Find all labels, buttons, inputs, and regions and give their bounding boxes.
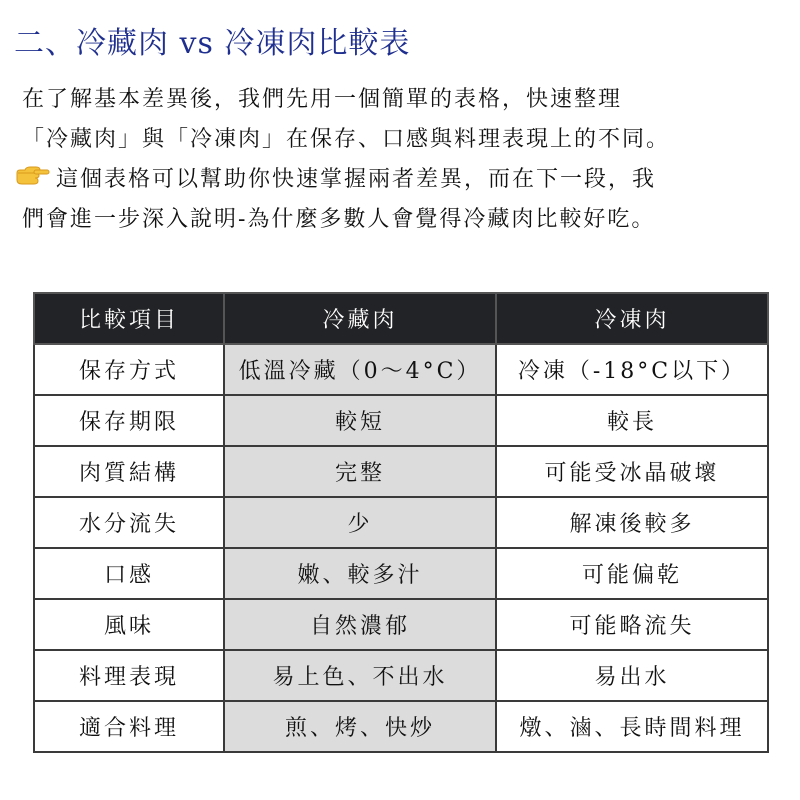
table-row	[34, 395, 768, 446]
column-header-chilled: 冷藏肉	[224, 293, 496, 344]
table-row	[34, 344, 768, 395]
row-label: 保存期限	[34, 395, 224, 446]
intro-line: 們會進一步深入說明-為什麼多數人會覺得冷藏肉比較好吃。	[22, 207, 656, 232]
frozen-cell: 可能偏乾	[496, 548, 768, 599]
chilled-cell: 完整	[224, 446, 496, 497]
frozen-cell: 燉、滷、長時間料理	[496, 701, 768, 752]
table-header-row	[34, 293, 768, 344]
chilled-cell: 自然濃郁	[224, 599, 496, 650]
table-row	[34, 446, 768, 497]
column-header-item: 比較項目	[34, 293, 224, 344]
intro-line: 在了解基本差異後，我們先用一個簡單的表格，快速整理	[22, 87, 623, 112]
table-row	[34, 497, 768, 548]
intro-line-text: 這個表格可以幫助你快速掌握兩者差異，而在下一段，我	[56, 167, 657, 192]
row-label: 肉質結構	[34, 446, 224, 497]
row-label: 料理表現	[34, 650, 224, 701]
intro-line-with-icon	[22, 160, 792, 200]
column-header-frozen: 冷凍肉	[496, 293, 768, 344]
section-heading: 二、冷藏肉 vs 冷凍肉比較表	[14, 26, 411, 61]
row-label: 保存方式	[34, 344, 224, 395]
table-row	[34, 701, 768, 752]
chilled-cell: 低溫冷藏（0〜4°C）	[224, 344, 496, 395]
frozen-cell: 冷凍（-18°C以下）	[496, 344, 768, 395]
comparison-table	[33, 292, 769, 753]
chilled-cell: 較短	[224, 395, 496, 446]
chilled-cell: 易上色、不出水	[224, 650, 496, 701]
frozen-cell: 可能受冰晶破壞	[496, 446, 768, 497]
frozen-cell: 易出水	[496, 650, 768, 701]
frozen-cell: 較長	[496, 395, 768, 446]
row-label: 適合料理	[34, 701, 224, 752]
row-label: 口感	[34, 548, 224, 599]
chilled-cell: 煎、烤、快炒	[224, 701, 496, 752]
frozen-cell: 可能略流失	[496, 599, 768, 650]
intro-paragraph	[22, 80, 792, 240]
row-label: 風味	[34, 599, 224, 650]
chilled-cell: 嫩、較多汁	[224, 548, 496, 599]
frozen-cell: 解凍後較多	[496, 497, 768, 548]
table-row	[34, 599, 768, 650]
intro-line: 「冷藏肉」與「冷凍肉」在保存、口感與料理表現上的不同。	[22, 127, 671, 152]
table-row	[34, 548, 768, 599]
pointing-hand-icon	[16, 160, 52, 200]
table-row	[34, 650, 768, 701]
row-label: 水分流失	[34, 497, 224, 548]
chilled-cell: 少	[224, 497, 496, 548]
